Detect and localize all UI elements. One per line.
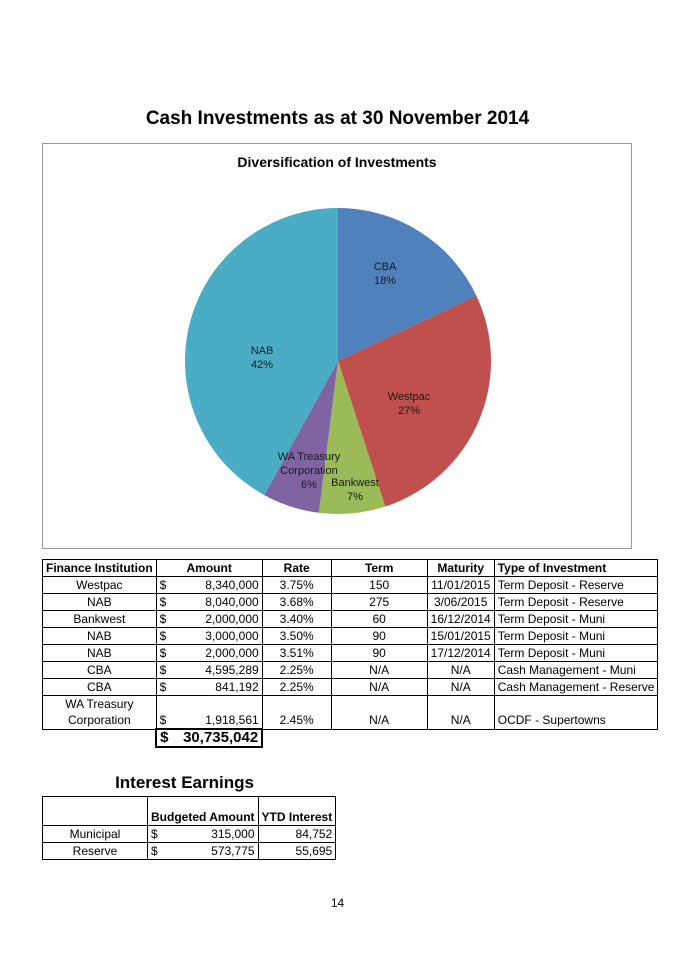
type-cell: OCDF - Supertowns (494, 712, 658, 729)
interest-earnings-table (42, 796, 336, 860)
amount-cell: 2,000,000 (173, 645, 263, 662)
amount-cell: 8,040,000 (173, 594, 263, 611)
total-amount-box (156, 729, 262, 747)
maturity-cell: N/A (427, 679, 494, 696)
table-header-row (43, 560, 658, 577)
table-row (43, 843, 336, 860)
institution-cell: Westpac (43, 577, 157, 594)
table-row (43, 679, 658, 696)
currency-sign: $ (148, 843, 164, 860)
institution-cell: NAB (43, 594, 157, 611)
pie-label: NAB 42% (250, 345, 274, 371)
header-maturity: Maturity (427, 560, 494, 577)
ytd-cell: 84,752 (258, 826, 336, 843)
currency-sign: $ (156, 645, 173, 662)
rate-cell: 3.50% (262, 628, 331, 645)
type-cell: Cash Management - Reserve (494, 679, 658, 696)
rate-cell: 3.40% (262, 611, 331, 628)
header-type: Type of Investment (494, 560, 658, 577)
ytd-cell: 55,695 (258, 843, 336, 860)
table-row (43, 628, 658, 645)
currency-sign: $ (156, 679, 173, 696)
rate-cell: 2.25% (262, 679, 331, 696)
type-cell: Term Deposit - Reserve (494, 594, 658, 611)
type-cell: Term Deposit - Muni (494, 628, 658, 645)
total-amount: 30,735,042 (183, 729, 259, 746)
table-row (43, 662, 658, 679)
currency-sign: $ (156, 594, 173, 611)
interest-label: Municipal (43, 826, 148, 843)
header-term: Term (331, 560, 427, 577)
institution-cell: Corporation (43, 712, 157, 729)
amount-cell: 4,595,289 (173, 662, 263, 679)
investments-table (42, 559, 658, 748)
institution-cell: CBA (43, 662, 157, 679)
budget-cell: 315,000 (163, 826, 258, 843)
type-cell: Cash Management - Muni (494, 662, 658, 679)
institution-cell: WA Treasury (43, 696, 157, 713)
institution-cell: Bankwest (43, 611, 157, 628)
institution-cell: NAB (43, 645, 157, 662)
maturity-cell: 16/12/2014 (427, 611, 494, 628)
pie-chart-frame (42, 143, 632, 549)
header-institution: Finance Institution (43, 560, 157, 577)
table-row (43, 594, 658, 611)
header-budgeted-amount: Budgeted Amount (148, 797, 259, 826)
rate-cell: 3.51% (262, 645, 331, 662)
pie-label: Bankwest 7% (331, 477, 379, 503)
total-row (43, 729, 658, 747)
maturity-cell: N/A (427, 662, 494, 679)
pie-label: Westpac 27% (387, 391, 431, 417)
page-number: 14 (330, 896, 345, 910)
header-ytd-interest: YTD Interest (258, 797, 336, 826)
pie-label: WA Treasury Corporation 6% (277, 451, 341, 491)
maturity-cell: 11/01/2015 (427, 577, 494, 594)
term-cell: N/A (331, 662, 427, 679)
header-rate: Rate (262, 560, 331, 577)
table-row (43, 577, 658, 594)
type-cell: Term Deposit - Reserve (494, 577, 658, 594)
total-currency-sign: $ (160, 729, 169, 746)
table-row (43, 712, 658, 729)
chart-title: Diversification of Investments (237, 154, 437, 170)
budget-cell: 573,775 (163, 843, 258, 860)
interest-earnings-title: Interest Earnings (115, 773, 254, 792)
table-row (43, 826, 336, 843)
rate-cell: 2.45% (262, 712, 331, 729)
pie-label: CBA 18% (373, 261, 397, 287)
term-cell: 275 (331, 594, 427, 611)
term-cell: N/A (331, 679, 427, 696)
currency-sign: $ (156, 662, 173, 679)
pie-chart (43, 144, 631, 548)
interest-header-row (43, 797, 336, 826)
term-cell: 60 (331, 611, 427, 628)
currency-sign: $ (156, 611, 173, 628)
maturity-cell: 15/01/2015 (427, 628, 494, 645)
institution-cell: CBA (43, 679, 157, 696)
amount-cell: 3,000,000 (173, 628, 263, 645)
header-amount: Amount (156, 560, 262, 577)
term-cell: 150 (331, 577, 427, 594)
amount-cell: 841,192 (173, 679, 263, 696)
table-row (43, 645, 658, 662)
currency-sign: $ (156, 577, 173, 594)
table-row (43, 611, 658, 628)
investments-body (43, 577, 658, 696)
amount-cell: 2,000,000 (173, 611, 263, 628)
page-title: Cash Investments as at 30 November 2014 (145, 108, 530, 129)
table-row (43, 696, 658, 713)
interest-label: Reserve (43, 843, 148, 860)
currency-sign: $ (156, 712, 173, 729)
term-cell: 90 (331, 645, 427, 662)
rate-cell: 3.75% (262, 577, 331, 594)
maturity-cell: 3/06/2015 (427, 594, 494, 611)
type-cell: Term Deposit - Muni (494, 611, 658, 628)
maturity-cell: N/A (427, 712, 494, 729)
currency-sign: $ (156, 628, 173, 645)
amount-cell: 1,918,561 (173, 712, 263, 729)
rate-cell: 2.25% (262, 662, 331, 679)
currency-sign: $ (148, 826, 164, 843)
type-cell: Term Deposit - Muni (494, 645, 658, 662)
term-cell: N/A (331, 712, 427, 729)
amount-cell: 8,340,000 (173, 577, 263, 594)
institution-cell: NAB (43, 628, 157, 645)
rate-cell: 3.68% (262, 594, 331, 611)
maturity-cell: 17/12/2014 (427, 645, 494, 662)
term-cell: 90 (331, 628, 427, 645)
